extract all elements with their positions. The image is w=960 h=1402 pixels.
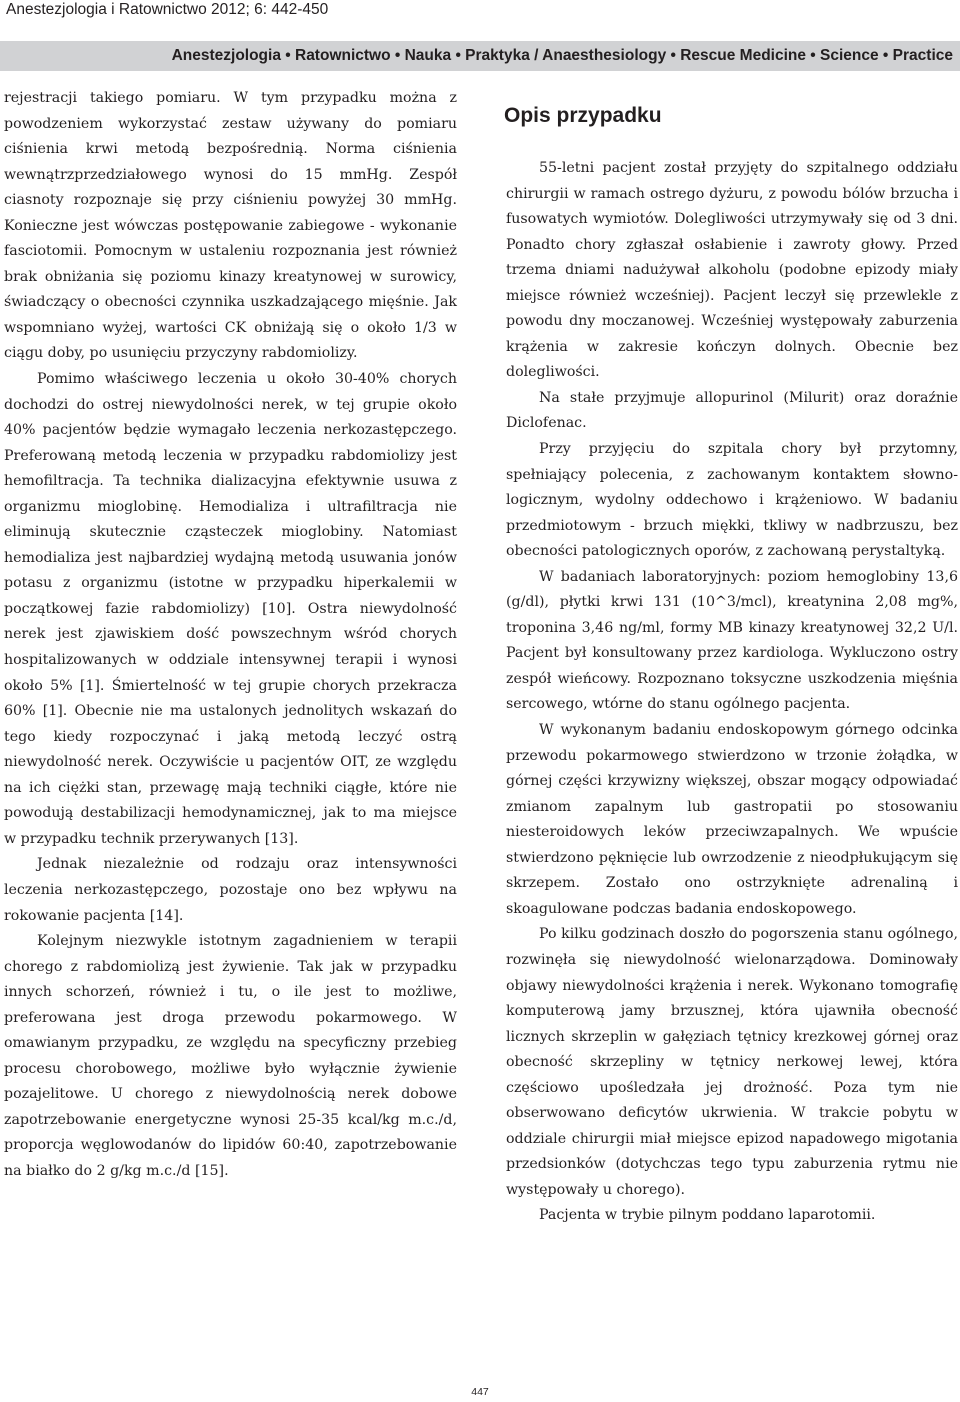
journal-banner: [0, 41, 960, 71]
right-paragraph-5: W wykonanym badaniu endoskopowym górnego odcinka przewodu pokarmowego stwierdzono w trzonie żołądka, w górnej części krzywizny większej, obszar mogący odpowiadać zmianom zapalnym lub gastropatii po stosowaniu niesteroidowych leków przeciwzapalnych. We wpuście stwierdzono pęknięcie lub owrzodzenie z nieodpłukującym się skrzepem. Zostało ono ostrzyknięte adrenaliną i skoagulowane podczas badania endoskopowego.: [506, 722, 958, 917]
right-paragraph-6: Po kilku godzinach doszło do pogorszenia stanu ogólnego, rozwinęła się niewydolność wielonarządowa. Dominowały objawy niewydolności krążenia i nerek. Wykonano tomografię komputerową jamy brzusznej, która ujawniła obecność licznych skrzeplin w gałęziach tętnicy krezkowej górnej oraz obecność skrzepliny w tętnicy nerkowej lewej, która częściowo upośledzała jej drożność. Poza tym nie obserwowano deficytów ukrwienia. W trakcie pobytu w oddziale chirurgii miał miejsce epizod napadowego migotania przedsionków (dotychczas tego typu zaburzenia rytmu nie występowały u chorego).: [506, 926, 958, 1198]
right-paragraph-4: W badaniach laboratoryjnych: poziom hemoglobiny 13,6 (g/dl), płytki krwi 131 (10^3/mcl), kreatynina 2,08 mg%, troponina 3,46 ng/ml, formy MB kinazy kreatynowej 32,2 U/l. Pacjent był konsultowany przez kardiologa. Wykluczono ostry zespół wieńcowy. Rozpoznano toksyczne uszkodzenia mięśnia sercowego, wtórne do stanu ogólnego pacjenta.: [506, 568, 958, 713]
left-paragraph-4: Kolejnym niezwykle istotnym zagadnieniem w terapii chorego z rabdomiolizą jest żywienie. Tak jak w przypadku innych schorzeń, również i tu, o ile jest to możliwe, preferowana jest droga przewodu pokarmowego. W omawianym przypadku, ze względu na specyficzny przebieg procesu chorobowego, możliwe było wyłącznie żywienie pozajelitowe. U chorego z niewydolnością nerek dobowe zapotrzebowanie energetyczne wynosi 25-35 kcal/kg m.c./d, proporcja węglowodanów do lipidów 60:40, zapotrzebowanie na białko do 2 g/kg m.c./d [15].: [4, 933, 457, 1179]
left-paragraph-2: Pomimo właściwego leczenia u około 30-40% chorych dochodzi do ostrej niewydolności nerek, w tej grupie około 40% pacjentów będzie wymagało leczenia nerkozastępczego. Preferowaną metodą leczenia w przypadku rabdomiolizy jest hemofiltracja. Ta technika dializacyjna efektywnie usuwa z organizmu mioglobinę. Hemodializa i ultrafiltracja nie eliminują skutecznie cząsteczek mioglobiny. Natomiast hemodializa jest najbardziej wydajną metodą usuwania jonów potasu z organizmu (istotne w przypadku hiperkalemii w początkowej fazie rabdomiolizy) [10]. Ostra niewydolność nerek jest zjawiskiem dość powszechnym wśród chorych hospitalizowanych w oddziale intensywnej terapii i wynosi około 5% [1]. Śmiertelność w tej grupie chorych przekracza 60% [1]. Obecnie nie ma ustalonych jednolitych wskazań do tego kiedy rozpoczynać i jaką metodą leczyć ostrą niewydolność nerek. Oczywiście u pacjentów OIT, ze względu na ich ciężki stan, przewagę mają techniki ciągłe, które nie powodują destabilizacji hemodynamicznej, jak to ma miejsce w przypadku technik przerywanych [13].: [4, 371, 457, 847]
left-column: [4, 86, 457, 1185]
left-paragraph-1: rejestracji takiego pomiaru. W tym przypadku można z powodzeniem wykorzystać zestaw używany do pomiaru ciśnienia krwi metodą bezpośrednią. Norma ciśnienia wewnątrzprzedziałowego wynosi do 15 mmHg. Zespół ciasnoty rozpoznaje się przy ciśnieniu powyżej 30 mmHg. Konieczne jest wówczas postępowanie zabiegowe - wykonanie fasciotomii. Pomocnym w ustaleniu rozpoznania jest również brak obniżania się poziomu kinazy kreatynowej w surowicy, świadczący o obecności czynnika uszkadzającego mięśnie. Jak wspomniano wyżej, wartości CK obniżają się o około 1/3 w ciągu doby, po usunięciu przyczyny rabdomiolizy.: [4, 90, 457, 362]
right-column: [506, 156, 958, 1229]
journal-reference: Anestezjologia i Ratownictwo 2012; 6: 442-450: [6, 1, 329, 18]
right-paragraph-2: Na stałe przyjmuje allopurinol (Milurit) oraz doraźnie Diclofenac.: [506, 389, 958, 432]
section-title: Opis przypadku: [504, 104, 662, 127]
banner-text: Anestezjologia • Ratownictwo • Nauka • Praktyka / Anaesthesiology • Rescue Medicine • Science • Practice: [171, 47, 953, 64]
page-number: 447: [471, 1386, 489, 1398]
right-paragraph-1: 55-letni pacjent został przyjęty do szpitalnego oddziału chirurgii w ramach ostrego dyżuru, z powodu bólów brzucha i fusowatych wymiotów. Dolegliwości utrzymywały się od 3 dni. Ponadto chory zgłaszał osłabienie i zawroty głowy. Przed trzema dniami nadużywał alkoholu (podobne epizody miały miejsce również wcześniej). Pacjent leczył się przewlekle z powodu dny moczanowej. Wcześniej występowały zaburzenia krążenia w zakresie kończyn dolnych. Obecnie bez dolegliwości.: [506, 160, 958, 381]
left-paragraph-3: Jednak niezależnie od rodzaju oraz intensywności leczenia nerkozastępczego, pozostaje ono bez wpływu na rokowanie pacjenta [14].: [4, 856, 457, 924]
right-paragraph-7: Pacjenta w trybie pilnym poddano laparotomii.: [539, 1207, 876, 1224]
right-paragraph-3: Przy przyjęciu do szpitala chory był przytomny, spełniający polecenia, z zachowanym kontaktem słowno-logicznym, wydolny oddechowo i krążeniowo. W badaniu przedmiotowym - brzuch miękki, tkliwy w nadbrzuszu, bez obecności patologicznych oporów, z zachowaną perystaltyką.: [506, 441, 958, 560]
